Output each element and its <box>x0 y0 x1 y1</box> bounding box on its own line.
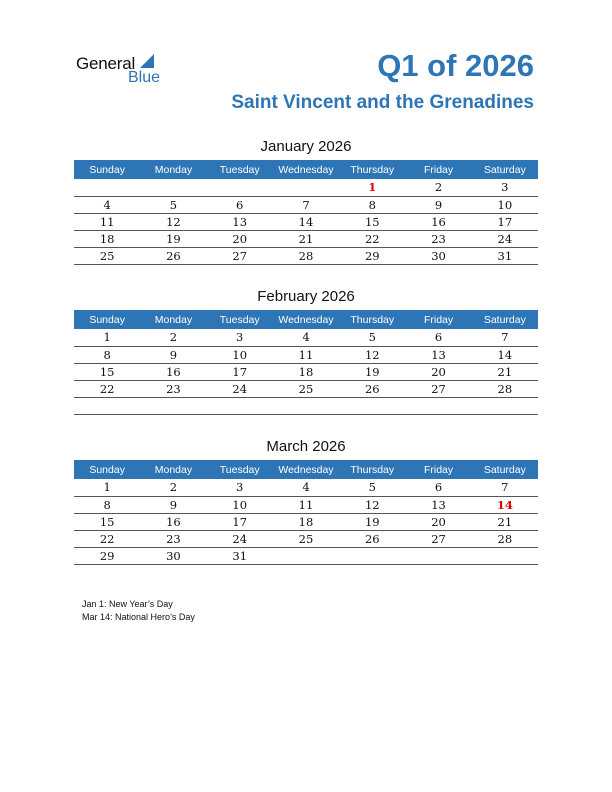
day-cell: 11 <box>74 213 140 230</box>
day-cell: 10 <box>207 346 273 363</box>
day-cell: 6 <box>207 196 273 213</box>
month-march <box>74 438 538 565</box>
day-cell: 20 <box>207 230 273 247</box>
day-cell: 22 <box>74 530 140 547</box>
weekday-header: Thursday <box>339 310 405 329</box>
day-cell: 17 <box>207 513 273 530</box>
month-january <box>74 138 538 265</box>
day-cell: 28 <box>273 247 339 264</box>
day-cell <box>207 179 273 196</box>
logo-general-text: General <box>76 54 136 73</box>
weekday-header: Tuesday <box>207 160 273 179</box>
day-cell: 6 <box>405 329 471 346</box>
day-cell: 14 <box>472 346 538 363</box>
day-cell: 16 <box>405 213 471 230</box>
day-cell: 3 <box>207 479 273 496</box>
day-cell: 21 <box>472 513 538 530</box>
day-cell <box>405 547 471 564</box>
weekday-header: Saturday <box>472 460 538 479</box>
day-cell: 5 <box>339 479 405 496</box>
weekday-header: Thursday <box>339 460 405 479</box>
day-cell: 14 <box>472 496 538 513</box>
week-row <box>74 547 538 564</box>
weekday-header: Tuesday <box>207 460 273 479</box>
day-cell: 27 <box>207 247 273 264</box>
day-cell: 12 <box>339 346 405 363</box>
day-cell <box>273 547 339 564</box>
week-row <box>74 363 538 380</box>
day-cell: 29 <box>74 547 140 564</box>
generalblue-logo <box>76 52 176 88</box>
day-cell: 22 <box>339 230 405 247</box>
week-row <box>74 196 538 213</box>
day-cell: 3 <box>207 329 273 346</box>
day-cell: 9 <box>140 496 206 513</box>
month-title: March 2026 <box>266 438 346 455</box>
day-cell: 30 <box>140 547 206 564</box>
day-cell: 9 <box>405 196 471 213</box>
weekday-header: Wednesday <box>273 310 339 329</box>
day-cell: 5 <box>339 329 405 346</box>
day-cell <box>207 397 273 414</box>
day-cell: 28 <box>472 380 538 397</box>
day-cell: 19 <box>339 513 405 530</box>
day-cell: 20 <box>405 513 471 530</box>
day-cell: 23 <box>405 230 471 247</box>
day-cell: 2 <box>140 479 206 496</box>
month-february <box>74 288 538 415</box>
weekday-header: Saturday <box>472 310 538 329</box>
day-cell: 2 <box>405 179 471 196</box>
day-cell: 26 <box>339 380 405 397</box>
weekday-header: Sunday <box>74 310 140 329</box>
week-row <box>74 479 538 496</box>
day-cell: 26 <box>339 530 405 547</box>
day-cell: 13 <box>207 213 273 230</box>
week-row <box>74 397 538 414</box>
day-cell: 6 <box>405 479 471 496</box>
month-title: January 2026 <box>260 138 352 155</box>
day-cell: 31 <box>472 247 538 264</box>
holiday-notes <box>82 598 195 624</box>
weekday-header: Sunday <box>74 160 140 179</box>
day-cell <box>74 397 140 414</box>
day-cell <box>339 397 405 414</box>
day-cell: 3 <box>472 179 538 196</box>
week-row <box>74 496 538 513</box>
week-row <box>74 346 538 363</box>
day-cell: 11 <box>273 496 339 513</box>
day-cell: 4 <box>273 479 339 496</box>
weekday-header-row <box>74 460 538 479</box>
week-row <box>74 513 538 530</box>
day-cell: 16 <box>140 513 206 530</box>
day-cell: 31 <box>207 547 273 564</box>
week-row <box>74 380 538 397</box>
calendar-table <box>74 310 538 415</box>
day-cell: 4 <box>74 196 140 213</box>
weekday-header: Monday <box>140 460 206 479</box>
day-cell <box>273 179 339 196</box>
day-cell: 27 <box>405 380 471 397</box>
day-cell: 25 <box>273 530 339 547</box>
day-cell: 25 <box>273 380 339 397</box>
day-cell <box>472 397 538 414</box>
page-title: Q1 of 2026 <box>377 48 534 83</box>
day-cell: 17 <box>472 213 538 230</box>
day-cell: 25 <box>74 247 140 264</box>
day-cell: 1 <box>74 329 140 346</box>
logo-blue-text: Blue <box>128 69 161 86</box>
day-cell: 7 <box>472 479 538 496</box>
day-cell: 14 <box>273 213 339 230</box>
day-cell <box>140 397 206 414</box>
weekday-header-row <box>74 310 538 329</box>
day-cell: 5 <box>140 196 206 213</box>
weekday-header: Sunday <box>74 460 140 479</box>
day-cell: 9 <box>140 346 206 363</box>
weekday-header: Thursday <box>339 160 405 179</box>
day-cell: 19 <box>140 230 206 247</box>
day-cell: 22 <box>74 380 140 397</box>
weekday-header-row <box>74 160 538 179</box>
holiday-note: Jan 1: New Year’s Day <box>82 599 173 609</box>
weekday-header: Friday <box>405 310 471 329</box>
logo-triangle-icon <box>140 54 154 68</box>
day-cell: 29 <box>339 247 405 264</box>
day-cell <box>140 179 206 196</box>
day-cell <box>405 397 471 414</box>
day-cell: 4 <box>273 329 339 346</box>
week-row <box>74 213 538 230</box>
day-cell: 8 <box>74 346 140 363</box>
week-row <box>74 329 538 346</box>
weekday-header: Saturday <box>472 160 538 179</box>
week-row <box>74 530 538 547</box>
day-cell: 24 <box>207 380 273 397</box>
calendar-table <box>74 460 538 565</box>
weekday-header: Tuesday <box>207 310 273 329</box>
day-cell: 12 <box>140 213 206 230</box>
holiday-note: Mar 14: National Hero’s Day <box>82 612 195 622</box>
day-cell <box>339 547 405 564</box>
day-cell: 26 <box>140 247 206 264</box>
day-cell: 18 <box>273 363 339 380</box>
day-cell: 18 <box>74 230 140 247</box>
day-cell: 8 <box>74 496 140 513</box>
day-cell <box>74 179 140 196</box>
country-name: Saint Vincent and the Grenadines <box>231 92 534 113</box>
weekday-header: Wednesday <box>273 460 339 479</box>
day-cell: 23 <box>140 530 206 547</box>
day-cell: 24 <box>207 530 273 547</box>
day-cell: 8 <box>339 196 405 213</box>
day-cell: 2 <box>140 329 206 346</box>
week-row <box>74 230 538 247</box>
day-cell: 20 <box>405 363 471 380</box>
day-cell: 13 <box>405 346 471 363</box>
day-cell: 10 <box>472 196 538 213</box>
day-cell: 13 <box>405 496 471 513</box>
day-cell: 28 <box>472 530 538 547</box>
day-cell: 12 <box>339 496 405 513</box>
calendar-table <box>74 160 538 265</box>
day-cell: 7 <box>472 329 538 346</box>
week-row <box>74 247 538 264</box>
day-cell: 17 <box>207 363 273 380</box>
day-cell: 30 <box>405 247 471 264</box>
day-cell: 27 <box>405 530 471 547</box>
day-cell: 10 <box>207 496 273 513</box>
day-cell: 23 <box>140 380 206 397</box>
month-title: February 2026 <box>257 288 355 305</box>
day-cell: 11 <box>273 346 339 363</box>
weekday-header: Wednesday <box>273 160 339 179</box>
weekday-header: Friday <box>405 160 471 179</box>
day-cell: 15 <box>339 213 405 230</box>
day-cell: 16 <box>140 363 206 380</box>
day-cell: 15 <box>74 513 140 530</box>
day-cell: 1 <box>74 479 140 496</box>
day-cell <box>273 397 339 414</box>
weekday-header: Friday <box>405 460 471 479</box>
week-row <box>74 179 538 196</box>
day-cell: 21 <box>273 230 339 247</box>
day-cell: 24 <box>472 230 538 247</box>
weekday-header: Monday <box>140 160 206 179</box>
day-cell: 15 <box>74 363 140 380</box>
day-cell: 18 <box>273 513 339 530</box>
day-cell: 1 <box>339 179 405 196</box>
day-cell: 21 <box>472 363 538 380</box>
weekday-header: Monday <box>140 310 206 329</box>
day-cell <box>472 547 538 564</box>
day-cell: 7 <box>273 196 339 213</box>
day-cell: 19 <box>339 363 405 380</box>
